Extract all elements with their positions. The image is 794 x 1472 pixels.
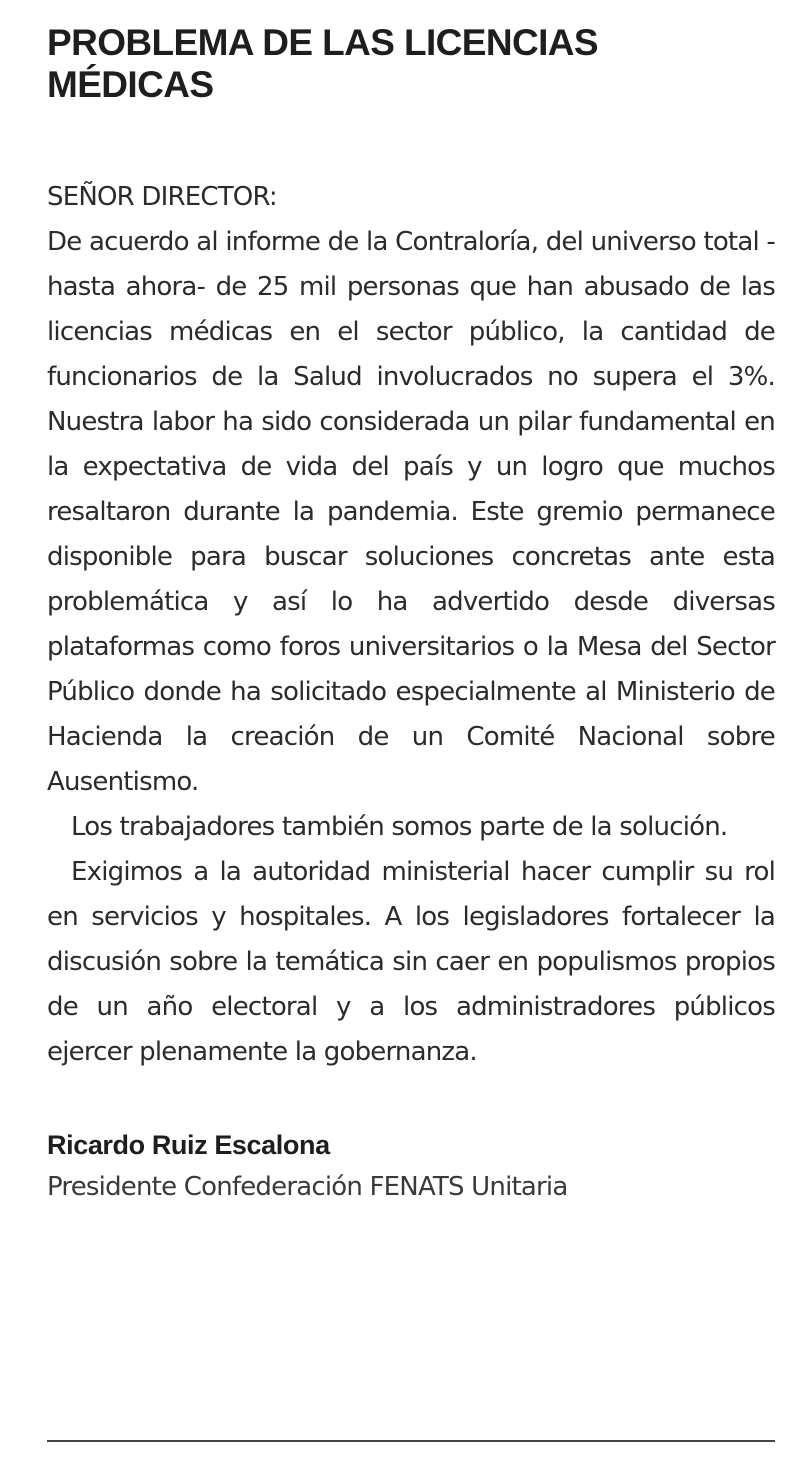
headline-line-2: MÉDICAS <box>47 64 214 105</box>
letter-body <box>47 220 775 1075</box>
signature-block <box>47 1124 775 1208</box>
author-title: Presidente Confederación FENATS Unitaria <box>47 1172 568 1202</box>
body-paragraph-3: Exigimos a la autoridad ministerial hacer cumplir su rol en servicios y hospitales. A los legisladores fortalecer la discusión sobre la temática sin caer en populismos propios de un año electoral y a los administradores públicos ejercer plenamente la gobernanza. <box>47 857 775 1067</box>
body-paragraph-1: De acuerdo al informe de la Contraloría, del universo total -hasta ahora- de 25 mil personas que han abusado de las licencias médicas en el sector público, la cantidad de funcionarios de la Salud involucrados no supera el 3%. Nuestra labor ha sido considerada un pilar fundamental en la expectativa de vida del país y un logro que muchos resaltaron durante la pandemia. Este gremio permanece disponible para buscar soluciones concretas ante esta problemática y así lo ha advertido desde diversas plataformas como foros universitarios o la Mesa del Sector Público donde ha solicitado especialmente al Ministerio de Hacienda la creación de un Comité Nacional sobre Ausentismo. <box>47 227 775 797</box>
headline-line-1: PROBLEMA DE LAS LICENCIAS <box>47 22 598 63</box>
letter-article <box>47 22 775 1208</box>
bottom-divider <box>47 1440 775 1442</box>
salutation: SEÑOR DIRECTOR: <box>47 182 277 212</box>
body-paragraph-2: Los trabajadores también somos parte de la solución. <box>71 812 728 842</box>
author-name: Ricardo Ruiz Escalona <box>47 1130 330 1160</box>
article-headline <box>47 22 775 106</box>
